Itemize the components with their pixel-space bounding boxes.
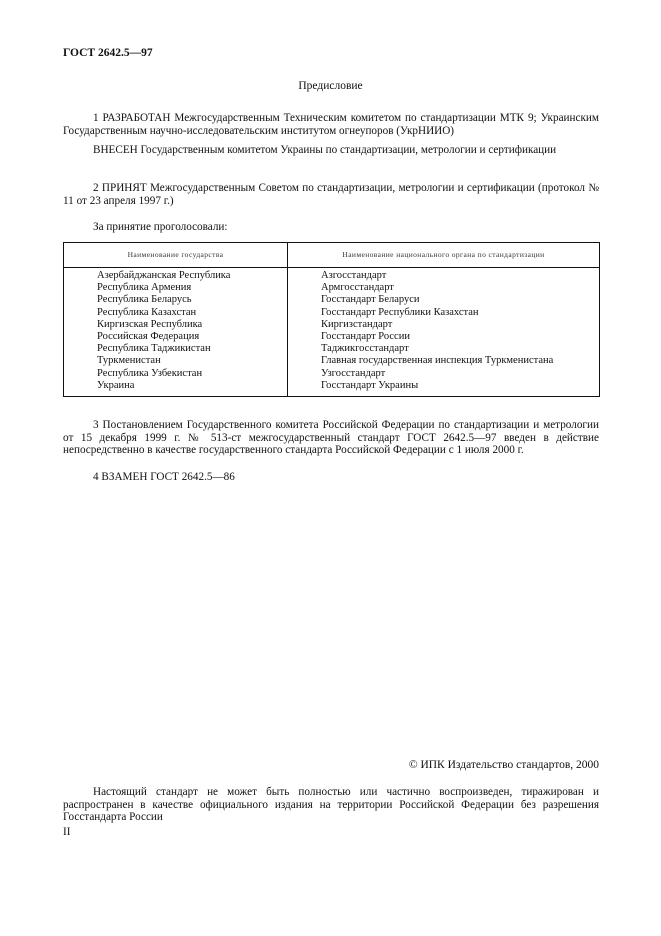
- state-name: Туркменистан: [97, 355, 161, 367]
- state-name: Республика Таджикистан: [97, 343, 211, 355]
- standards-body-name: Госстандарт Украины: [321, 379, 419, 391]
- state-name: Республика Узбекистан: [97, 367, 203, 379]
- state-name: Азербайджанская Республика: [97, 270, 231, 281]
- column-header-standards-body: Наименование национального органа по стандартизации: [288, 243, 600, 268]
- standards-body-name: Таджикгосстандарт: [321, 343, 409, 355]
- standards-body-name: Армгосстандарт: [321, 282, 394, 294]
- standards-body-name: Узгосстандарт: [321, 367, 386, 379]
- page-number: II: [63, 826, 71, 838]
- standards-body-name: Главная государственная инспекция Туркменистана: [321, 355, 554, 367]
- paragraph-adopted: 2 ПРИНЯТ Межгосударственным Советом по стандартизации, метрологии и сертификации (протокол № 11 от 23 апреля 1997 г.): [63, 182, 599, 207]
- table-row: [64, 268, 600, 397]
- document-code: ГОСТ 2642.5—97: [63, 47, 153, 59]
- state-name: Республика Беларусь: [97, 294, 192, 306]
- paragraph-developed: 1 РАЗРАБОТАН Межгосударственным Техническим комитетом по стандартизации МТК 9; Украинским Государственным научно-исследовательским институтом огнеупоров (УкрНИИО): [63, 112, 599, 137]
- states-column: [64, 268, 288, 397]
- state-name: Российская Федерация: [97, 331, 200, 343]
- state-name: Украина: [97, 379, 135, 391]
- section-title: Предисловие: [298, 80, 363, 92]
- state-name: Киргизская Республика: [97, 318, 203, 330]
- standards-body-name: Госстандарт Республики Казахстан: [321, 306, 479, 318]
- reproduction-notice: Настоящий стандарт не может быть полностью или частично воспроизведен, тиражирован и распространен в качестве официального издания на территории Российской Федерации без разрешения Госстандарта России: [63, 786, 599, 823]
- standards-bodies-column: [288, 268, 600, 397]
- table-header-row: [64, 243, 600, 268]
- column-header-state: Наименование государства: [64, 243, 288, 268]
- standards-body-name: Госстандарт России: [321, 331, 410, 343]
- standards-body-name: Азгосстандарт: [321, 270, 387, 281]
- copyright-notice: © ИПК Издательство стандартов, 2000: [408, 759, 599, 771]
- paragraph-replaces: 4 ВЗАМЕН ГОСТ 2642.5—86: [93, 471, 235, 483]
- standards-body-name: Киргизстандарт: [321, 318, 393, 330]
- voting-table: [63, 242, 600, 397]
- paragraph-voted-intro: За принятие проголосовали:: [93, 221, 228, 233]
- paragraph-introduced: ВНЕСЕН Государственным комитетом Украины по стандартизации, метрологии и сертификации: [93, 144, 557, 156]
- state-name: Республика Армения: [97, 282, 192, 294]
- standards-body-name: Госстандарт Беларуси: [321, 294, 420, 306]
- state-name: Республика Казахстан: [97, 306, 197, 318]
- paragraph-enacted: 3 Постановлением Государственного комитета Российской Федерации по стандартизации и метрологии от 15 декабря 1999 г. № 513-ст межгосударственный стандарт ГОСТ 2642.5—97 введен в действие непосредственно в качестве государственного стандарта Российской Федерации с 1 июля 2000 г.: [63, 419, 599, 456]
